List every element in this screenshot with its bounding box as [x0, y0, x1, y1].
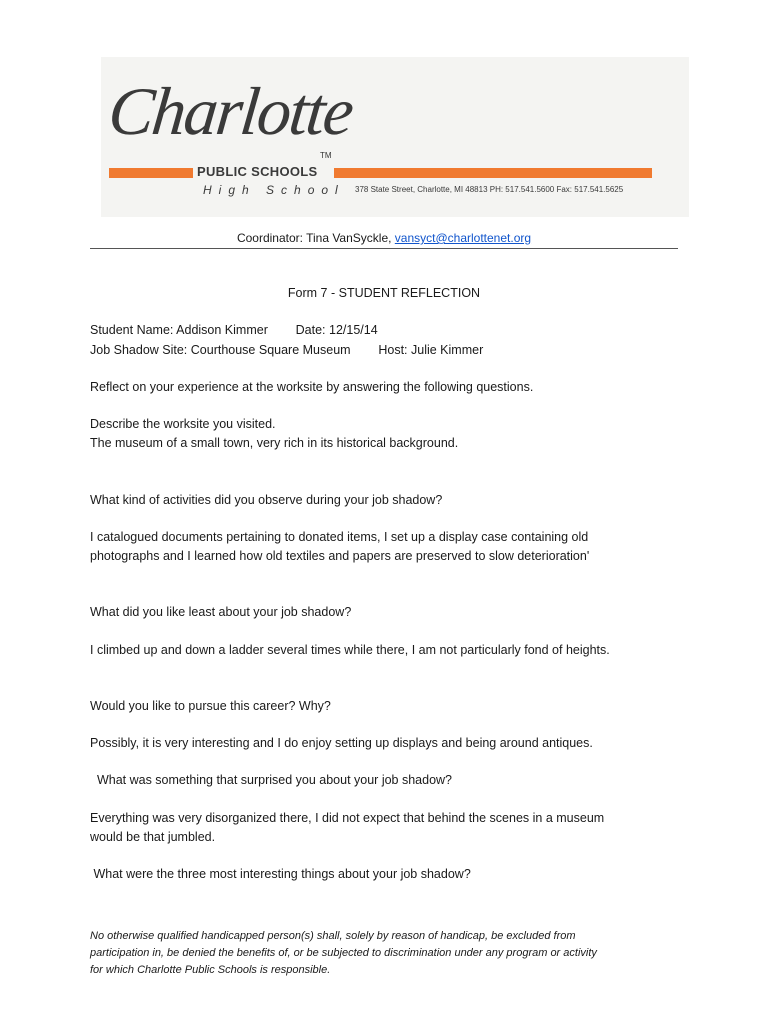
notice-line-3: for which Charlotte Public Schools is responsible. [90, 964, 331, 976]
logo-high-school: High School [203, 183, 345, 197]
letterhead [101, 57, 689, 217]
student-line: Student Name: Addison Kimmer Date: 12/15/14 [90, 323, 378, 337]
logo-trademark: TM [320, 151, 332, 160]
answer-2-line-2: photographs and I learned how old textiles and papers are preserved to slow deterioration' [90, 549, 590, 563]
form-title: Form 7 - STUDENT REFLECTION [287, 286, 481, 300]
school-address: 378 State Street, Charlotte, MI 48813 PH: 517.541.5600 Fax: 517.541.5625 [355, 185, 624, 194]
answer-4: Possibly, it is very interesting and I do enjoy setting up displays and being around antiques. [90, 736, 593, 750]
logo-bar-left [109, 168, 193, 178]
notice-line-2: participation in, be denied the benefits of, or be subjected to discrimination under any program or activity [90, 947, 597, 959]
coordinator-email-link[interactable]: vansyct@charlottenet.org [394, 231, 532, 245]
question-4: Would you like to pursue this career? Why? [90, 699, 331, 713]
site-line: Job Shadow Site: Courthouse Square Museum Host: Julie Kimmer [90, 343, 484, 357]
question-2: What kind of activities did you observe during your job shadow? [90, 493, 443, 507]
logo-public-schools: PUBLIC SCHOOLS [197, 164, 318, 179]
answer-3: I climbed up and down a ladder several times while there, I am not particularly fond of heights. [90, 643, 610, 657]
question-5: What was something that surprised you about your job shadow? [90, 773, 453, 787]
answer-1: The museum of a small town, very rich in its historical background. [90, 436, 459, 450]
question-1: Describe the worksite you visited. [90, 417, 276, 431]
answer-2-line-1: I catalogued documents pertaining to donated items, I set up a display case containing old [90, 530, 589, 544]
coordinator-label: Coordinator: Tina VanSyckle, [236, 231, 395, 245]
nondiscrimination-notice [90, 928, 690, 979]
header-divider [90, 248, 678, 249]
logo-bar-right [334, 168, 652, 178]
coordinator-line [0, 231, 768, 245]
question-3: What did you like least about your job shadow? [90, 605, 352, 619]
logo-script-text: Charlotte [105, 73, 356, 149]
answer-5-line-1: Everything was very disorganized there, I did not expect that behind the scenes in a museum [90, 811, 605, 825]
answer-5-line-2: would be that jumbled. [90, 830, 216, 844]
notice-line-1: No otherwise qualified handicapped person(s) shall, solely by reason of handicap, be excluded from [90, 930, 576, 942]
question-6: What were the three most interesting things about your job shadow? [90, 867, 471, 881]
instructions: Reflect on your experience at the worksite by answering the following questions. [90, 380, 534, 394]
